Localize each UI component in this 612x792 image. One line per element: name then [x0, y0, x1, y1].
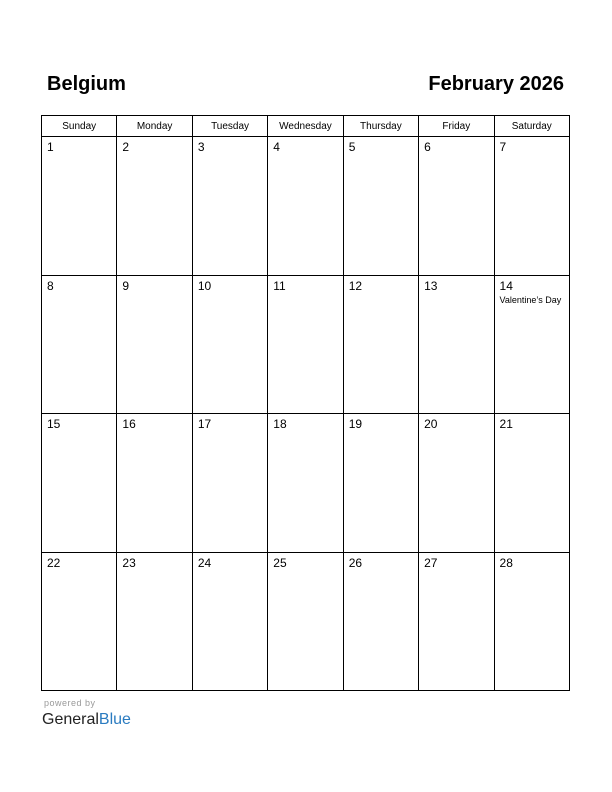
day-cell — [42, 552, 117, 691]
powered-by-text: powered by — [44, 698, 96, 708]
day-number: 16 — [122, 417, 136, 431]
day-cell — [268, 137, 343, 276]
day-cell — [419, 414, 494, 553]
holiday-label: Valentine’s Day — [499, 294, 562, 305]
day-number: 20 — [424, 417, 438, 431]
day-cell — [494, 137, 569, 276]
day-number: 26 — [348, 555, 363, 570]
month-title: February 2026 — [428, 73, 564, 95]
day-cell — [494, 552, 569, 691]
day-cell — [494, 275, 569, 414]
day-number: 3 — [197, 140, 205, 154]
day-cell — [117, 137, 192, 276]
brand-logo — [42, 709, 131, 731]
day-cell — [192, 552, 267, 691]
day-number: 7 — [499, 140, 507, 154]
country-title: Belgium — [47, 73, 126, 95]
weekday-header: Friday — [419, 116, 494, 137]
day-number: 14 — [499, 278, 513, 293]
day-number: 22 — [47, 555, 61, 570]
weekday-header: Sunday — [42, 116, 117, 137]
day-cell — [192, 137, 267, 276]
day-cell — [343, 552, 418, 691]
day-cell — [117, 414, 192, 553]
day-cell — [42, 137, 117, 276]
day-number: 8 — [47, 278, 54, 293]
day-number: 2 — [122, 140, 130, 154]
day-number: 1 — [47, 140, 54, 154]
day-number: 18 — [273, 417, 287, 431]
day-cell — [192, 275, 267, 414]
day-number: 21 — [499, 417, 513, 431]
day-number: 4 — [273, 140, 280, 154]
day-number: 15 — [47, 417, 61, 431]
day-cell — [419, 552, 494, 691]
day-cell — [268, 414, 343, 553]
day-cell — [343, 137, 418, 276]
day-number: 27 — [424, 555, 438, 570]
day-number: 23 — [122, 555, 136, 570]
week-row — [42, 137, 570, 276]
day-number: 9 — [122, 278, 130, 293]
weekday-header: Monday — [117, 116, 192, 137]
day-number: 19 — [348, 417, 363, 431]
day-cell — [494, 414, 569, 553]
day-cell — [419, 275, 494, 414]
weekday-header: Thursday — [343, 116, 418, 137]
brand-name-blue: Blue — [98, 711, 131, 728]
day-cell — [192, 414, 267, 553]
day-number: 28 — [499, 555, 513, 570]
brand-name-general: General — [42, 711, 99, 728]
week-row — [42, 414, 570, 553]
day-cell — [343, 414, 418, 553]
day-number: 17 — [197, 417, 212, 431]
day-number: 10 — [197, 278, 212, 293]
day-cell — [42, 414, 117, 553]
day-number: 12 — [348, 278, 363, 293]
calendar-grid — [41, 115, 570, 691]
weekday-header-row — [42, 116, 570, 137]
day-number: 25 — [273, 555, 287, 570]
day-cell — [42, 275, 117, 414]
weekday-header: Saturday — [494, 116, 569, 137]
weekday-header: Tuesday — [192, 116, 267, 137]
day-number: 5 — [348, 140, 356, 154]
week-row — [42, 275, 570, 414]
day-number: 13 — [424, 278, 438, 293]
day-cell — [117, 275, 192, 414]
day-cell — [268, 275, 343, 414]
day-number: 24 — [197, 555, 212, 570]
footer-branding — [42, 698, 131, 731]
day-cell — [419, 137, 494, 276]
day-cell — [343, 275, 418, 414]
day-number: 11 — [273, 278, 286, 293]
week-row — [42, 552, 570, 691]
day-cell — [117, 552, 192, 691]
day-number: 6 — [424, 140, 431, 154]
weekday-header: Wednesday — [268, 116, 343, 137]
day-cell — [268, 552, 343, 691]
